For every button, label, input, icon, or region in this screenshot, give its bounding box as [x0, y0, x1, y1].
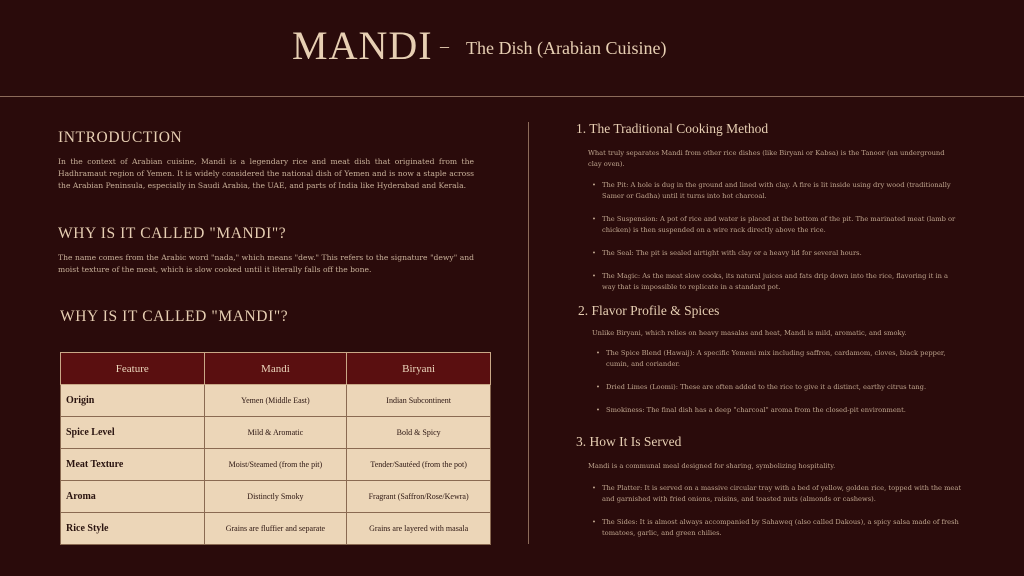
table-cell: Rice Style — [61, 513, 205, 545]
table-row — [61, 481, 491, 513]
list-item: • Smokiness: The final dish has a deep "charcoal" aroma from the closed-pit environment. — [596, 406, 906, 414]
table-header-feature: Feature — [61, 353, 205, 385]
section-2-title: 2. Flavor Profile & Spices — [578, 303, 720, 318]
table-cell: Bold & Spicy — [347, 417, 491, 449]
section-2-list — [594, 348, 962, 428]
table-header-mandi: Mandi — [204, 353, 347, 385]
list-item: • The Sides: It is almost always accompanied by Sahaweq (also called Dakous), a spicy salsa made of fresh tomatoes, garlic, and green chilies. — [592, 518, 959, 537]
section-3-title: 3. How It Is Served — [576, 434, 682, 449]
list-item: • The Magic: As the meat slow cooks, its natural juices and fats drip down into the rice, flavoring it in a way that is impossible to replicate in a standard pot. — [592, 272, 949, 291]
page-title: MANDI — [292, 23, 433, 68]
table-row — [61, 449, 491, 481]
table-header-biryani: Biryani — [347, 353, 491, 385]
table-heading: WHY IS IT CALLED "MANDI"? — [60, 308, 289, 325]
table-row — [61, 513, 491, 545]
list-item: • The Suspension: A pot of rice and water is placed at the bottom of the pit. The marinated meat (lamb or chicken) is then suspended on a wire rack directly above the rice. — [592, 215, 956, 234]
section-1-intro: What truly separates Mandi from other rice dishes (like Biryani or Kabsa) is the Tanoor (an underground clay oven). — [588, 149, 945, 168]
section-2-intro: Unlike Biryani, which relies on heavy masalas and heat, Mandi is mild, aromatic, and smoky. — [592, 329, 907, 337]
why-text: The name comes from the Arabic word "nada," which means "dew." This refers to the signature "dewy" and moist texture of the meat, which is slow cooked until it literally falls off the bone. — [58, 253, 474, 274]
header-divider — [0, 96, 1024, 97]
table-cell: Meat Texture — [61, 449, 205, 481]
header — [0, 0, 1024, 97]
table-cell: Distinctly Smoky — [204, 481, 347, 513]
table-cell: Grains are layered with masala — [347, 513, 491, 545]
table-header-row — [61, 353, 491, 385]
table-cell: Moist/Steamed (from the pit) — [204, 449, 347, 481]
table-cell: Yemen (Middle East) — [204, 385, 347, 417]
list-item: • Dried Limes (Loomi): These are often added to the rice to give it a distinct, earthy citrus tang. — [596, 383, 927, 391]
table-cell: Grains are fluffier and separate — [204, 513, 347, 545]
table-cell: Fragrant (Saffron/Rose/Kewra) — [347, 481, 491, 513]
column-divider — [528, 122, 529, 544]
list-item: • The Platter: It is served on a massive circular tray with a bed of yellow, golden rice, topped with the meat and garnished with fried onions, raisins, and toasted nuts (almonds or cashews). — [592, 484, 962, 503]
intro-heading: INTRODUCTION — [58, 129, 183, 146]
table-row — [61, 417, 491, 449]
table-cell: Aroma — [61, 481, 205, 513]
table-cell: Mild & Aromatic — [204, 417, 347, 449]
title-dash: – — [440, 36, 449, 56]
table-cell: Tender/Sautéed (from the pot) — [347, 449, 491, 481]
section-1-list — [590, 180, 960, 305]
list-item: • The Spice Blend (Hawaij): A specific Yemeni mix including saffron, cardamom, cloves, black pepper, cumin, and coriander. — [596, 349, 946, 368]
section-3-list — [590, 483, 962, 551]
intro-text: In the context of Arabian cuisine, Mandi is a legendary rice and meat dish that originated from the Hadhramaut region of Yemen. It is widely considered the national dish of Yemen and is now a staple across the Arabian Peninsula, especially in Saudi Arabia, the UAE, and parts of India like Hyderabad and Kerala. — [58, 157, 474, 190]
comparison-table — [60, 352, 491, 545]
table-row — [61, 385, 491, 417]
table-cell: Origin — [61, 385, 205, 417]
table-cell: Indian Subcontinent — [347, 385, 491, 417]
list-item: • The Pit: A hole is dug in the ground and lined with clay. A fire is lit inside using dry wood (traditionally Samer or Gadha) until it turns into hot charcoal. — [592, 181, 951, 200]
list-item: • The Seal: The pit is sealed airtight with clay or a heavy lid for several hours. — [592, 249, 862, 257]
why-heading: WHY IS IT CALLED "MANDI"? — [58, 225, 287, 242]
section-1-title: 1. The Traditional Cooking Method — [576, 121, 769, 136]
section-3-intro: Mandi is a communal meal designed for sharing, symbolizing hospitality. — [588, 462, 836, 470]
table-cell: Spice Level — [61, 417, 205, 449]
page-subtitle: The Dish (Arabian Cuisine) — [466, 38, 667, 58]
